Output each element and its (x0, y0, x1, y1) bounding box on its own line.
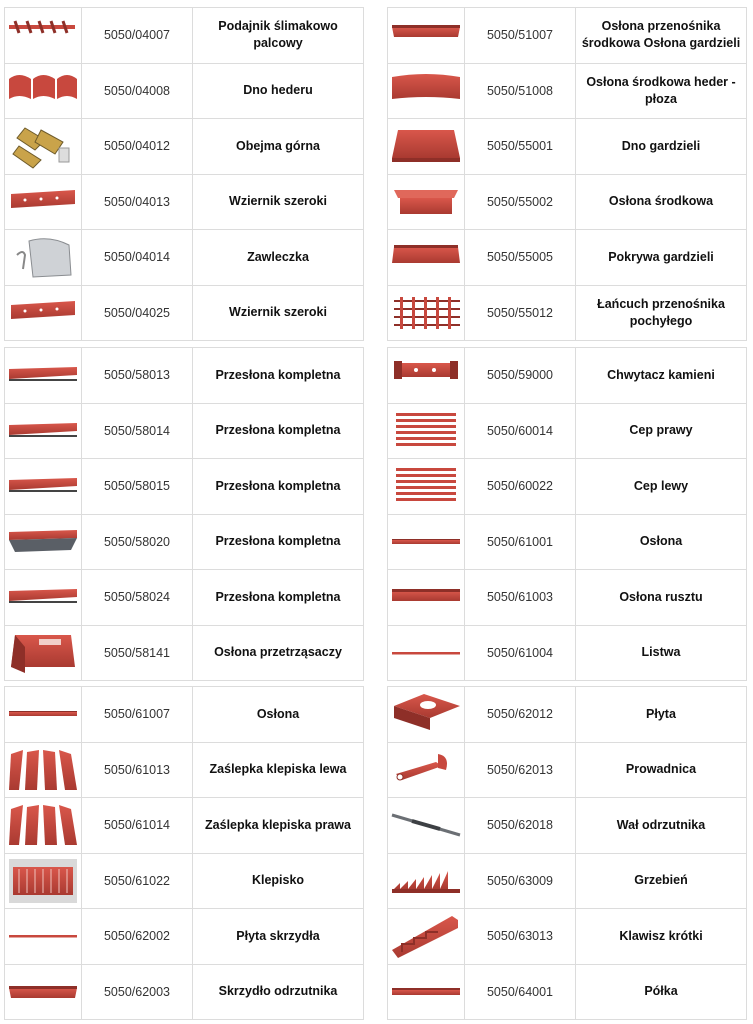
panels-icon (5, 744, 81, 796)
part-name: Wziernik szeroki (193, 174, 364, 230)
step-key-icon (388, 910, 464, 962)
guide-arm-icon (388, 744, 464, 796)
part-code: 5050/55012 (465, 285, 576, 341)
slat-icon (5, 910, 81, 962)
part-code: 5050/63013 (465, 909, 576, 965)
parts-table-left (4, 686, 364, 1020)
part-image-cell (388, 742, 465, 798)
part-image-cell (388, 348, 465, 404)
part-image-cell (388, 570, 465, 626)
part-code: 5050/58015 (82, 459, 193, 515)
table-row (5, 742, 364, 798)
parts-table-left (4, 347, 364, 681)
part-image-cell (5, 63, 82, 119)
part-code: 5050/61001 (465, 514, 576, 570)
part-code: 5050/04014 (82, 230, 193, 286)
shutter-icon (5, 405, 81, 457)
part-name: Osłona (193, 687, 364, 743)
concave-icon (5, 855, 81, 907)
thin-bar-icon (5, 688, 81, 740)
part-code: 5050/55002 (465, 174, 576, 230)
part-image-cell (5, 625, 82, 681)
part-image-cell (388, 230, 465, 286)
table-row (388, 853, 747, 909)
hood-icon (5, 627, 81, 679)
part-name: Chwytacz kamieni (576, 348, 747, 404)
floor-plate-icon (388, 120, 464, 172)
part-image-cell (5, 964, 82, 1020)
part-name: Wał odrzutnika (576, 798, 747, 854)
part-name: Osłona środkowa (576, 174, 747, 230)
lid-icon (388, 231, 464, 283)
part-code: 5050/55005 (465, 230, 576, 286)
shutter-icon (5, 571, 81, 623)
part-code: 5050/62012 (465, 687, 576, 743)
flat-strip-icon (5, 287, 81, 339)
part-name: Łańcuch przenośnika pochyłego (576, 285, 747, 341)
part-code: 5050/60022 (465, 459, 576, 515)
part-code: 5050/61013 (82, 742, 193, 798)
part-code: 5050/04013 (82, 174, 193, 230)
part-image-cell (5, 798, 82, 854)
part-code: 5050/04007 (82, 8, 193, 64)
box-cover-icon (388, 176, 464, 228)
part-image-cell (5, 687, 82, 743)
part-image-cell (5, 403, 82, 459)
table-row (388, 285, 747, 341)
part-name: Podajnik ślimakowo palcowy (193, 8, 364, 64)
thin-bar-icon (388, 516, 464, 568)
part-name: Półka (576, 964, 747, 1020)
part-name: Skrzydło odrzutnika (193, 964, 364, 1020)
table-row (5, 798, 364, 854)
table-row (5, 119, 364, 175)
part-code: 5050/58013 (82, 348, 193, 404)
part-image-cell (388, 174, 465, 230)
curved-plates-icon (5, 65, 81, 117)
shutter-icon (5, 460, 81, 512)
table-row (5, 853, 364, 909)
part-image-cell (388, 625, 465, 681)
part-name: Klepisko (193, 853, 364, 909)
table-row (388, 174, 747, 230)
part-name: Przesłona kompletna (193, 348, 364, 404)
shelf-icon (388, 966, 464, 1018)
table-row (388, 348, 747, 404)
part-image-cell (5, 119, 82, 175)
part-code: 5050/62003 (82, 964, 193, 1020)
part-image-cell (5, 285, 82, 341)
part-name: Osłona przenośnika środkowa Osłona gardzieli (576, 8, 747, 64)
part-image-cell (5, 742, 82, 798)
part-image-cell (5, 459, 82, 515)
stone-trap-icon (388, 349, 464, 401)
slat-icon (388, 627, 464, 679)
part-image-cell (5, 514, 82, 570)
table-row (388, 230, 747, 286)
table-row (388, 119, 747, 175)
part-image-cell (5, 348, 82, 404)
panels-icon (5, 799, 81, 851)
part-code: 5050/58020 (82, 514, 193, 570)
table-row (5, 570, 364, 626)
part-code: 5050/63009 (465, 853, 576, 909)
part-image-cell (5, 174, 82, 230)
part-image-cell (5, 570, 82, 626)
table-row (388, 909, 747, 965)
table-row (388, 742, 747, 798)
parts-table-right (387, 7, 747, 341)
table-row (388, 403, 747, 459)
part-code: 5050/58141 (82, 625, 193, 681)
part-image-cell (388, 285, 465, 341)
table-row (388, 514, 747, 570)
part-code: 5050/61014 (82, 798, 193, 854)
plate-hole-icon (388, 688, 464, 740)
part-code: 5050/58014 (82, 403, 193, 459)
part-name: Dno hederu (193, 63, 364, 119)
part-image-cell (5, 8, 82, 64)
comb-icon (388, 855, 464, 907)
part-image-cell (388, 798, 465, 854)
part-name: Przesłona kompletna (193, 459, 364, 515)
table-row (5, 909, 364, 965)
table-row (388, 625, 747, 681)
part-name: Pokrywa gardzieli (576, 230, 747, 286)
part-image-cell (388, 119, 465, 175)
part-image-cell (388, 8, 465, 64)
table-row (388, 570, 747, 626)
part-name: Osłona przetrząsaczy (193, 625, 364, 681)
tray-icon (388, 9, 464, 61)
part-name: Zawleczka (193, 230, 364, 286)
part-image-cell (388, 514, 465, 570)
part-name: Obejma górna (193, 119, 364, 175)
part-image-cell (5, 853, 82, 909)
chain-icon (388, 287, 464, 339)
table-row (5, 174, 364, 230)
part-image-cell (388, 909, 465, 965)
part-image-cell (388, 853, 465, 909)
table-row (5, 687, 364, 743)
table-row (388, 687, 747, 743)
flail-set-icon (388, 405, 464, 457)
part-code: 5050/04008 (82, 63, 193, 119)
table-row (5, 63, 364, 119)
table-row (5, 514, 364, 570)
table-row (388, 798, 747, 854)
part-code: 5050/64001 (465, 964, 576, 1020)
part-code: 5050/58024 (82, 570, 193, 626)
auger-icon (5, 9, 81, 61)
grate-cover-icon (388, 571, 464, 623)
part-code: 5050/51008 (465, 63, 576, 119)
part-name: Prowadnica (576, 742, 747, 798)
part-image-cell (5, 230, 82, 286)
part-image-cell (5, 909, 82, 965)
part-name: Osłona (576, 514, 747, 570)
part-name: Płyta (576, 687, 747, 743)
part-code: 5050/61007 (82, 687, 193, 743)
part-name: Cep lewy (576, 459, 747, 515)
table-row (5, 964, 364, 1020)
part-name: Zaślepka klepiska prawa (193, 798, 364, 854)
shutter-icon (5, 349, 81, 401)
parts-table-right (387, 686, 747, 1020)
part-name: Klawisz krótki (576, 909, 747, 965)
table-row (388, 459, 747, 515)
shaft-icon (388, 799, 464, 851)
part-code: 5050/62013 (465, 742, 576, 798)
table-row (388, 63, 747, 119)
part-name: Zaślepka klepiska lewa (193, 742, 364, 798)
part-name: Osłona rusztu (576, 570, 747, 626)
table-row (388, 964, 747, 1020)
part-code: 5050/55001 (465, 119, 576, 175)
part-image-cell (388, 403, 465, 459)
part-name: Przesłona kompletna (193, 570, 364, 626)
part-code: 5050/60014 (465, 403, 576, 459)
part-name: Przesłona kompletna (193, 514, 364, 570)
table-row (5, 459, 364, 515)
part-image-cell (388, 687, 465, 743)
table-row (5, 348, 364, 404)
table-row (5, 625, 364, 681)
shutter-dark-icon (5, 516, 81, 568)
table-row (388, 8, 747, 64)
parts-table-right (387, 347, 747, 681)
flail-set-icon (388, 460, 464, 512)
part-code: 5050/61003 (465, 570, 576, 626)
part-code: 5050/04012 (82, 119, 193, 175)
part-code: 5050/61004 (465, 625, 576, 681)
wing-icon (5, 966, 81, 1018)
part-code: 5050/61022 (82, 853, 193, 909)
part-code: 5050/59000 (465, 348, 576, 404)
part-name: Cep prawy (576, 403, 747, 459)
table-row (5, 8, 364, 64)
curved-cover-icon (388, 65, 464, 117)
part-code: 5050/62002 (82, 909, 193, 965)
part-code: 5050/04025 (82, 285, 193, 341)
part-image-cell (388, 63, 465, 119)
part-name: Listwa (576, 625, 747, 681)
cotter-pin-bag-icon (5, 231, 81, 283)
table-row (5, 230, 364, 286)
table-row (5, 285, 364, 341)
part-name: Płyta skrzydła (193, 909, 364, 965)
part-image-cell (388, 459, 465, 515)
flat-strip-icon (5, 176, 81, 228)
clamp-kit-icon (5, 120, 81, 172)
part-image-cell (388, 964, 465, 1020)
table-row (5, 403, 364, 459)
part-code: 5050/51007 (465, 8, 576, 64)
part-name: Grzebień (576, 853, 747, 909)
part-code: 5050/62018 (465, 798, 576, 854)
part-name: Osłona środkowa heder - płoza (576, 63, 747, 119)
part-name: Wziernik szeroki (193, 285, 364, 341)
parts-table-left (4, 7, 364, 341)
part-name: Przesłona kompletna (193, 403, 364, 459)
part-name: Dno gardzieli (576, 119, 747, 175)
